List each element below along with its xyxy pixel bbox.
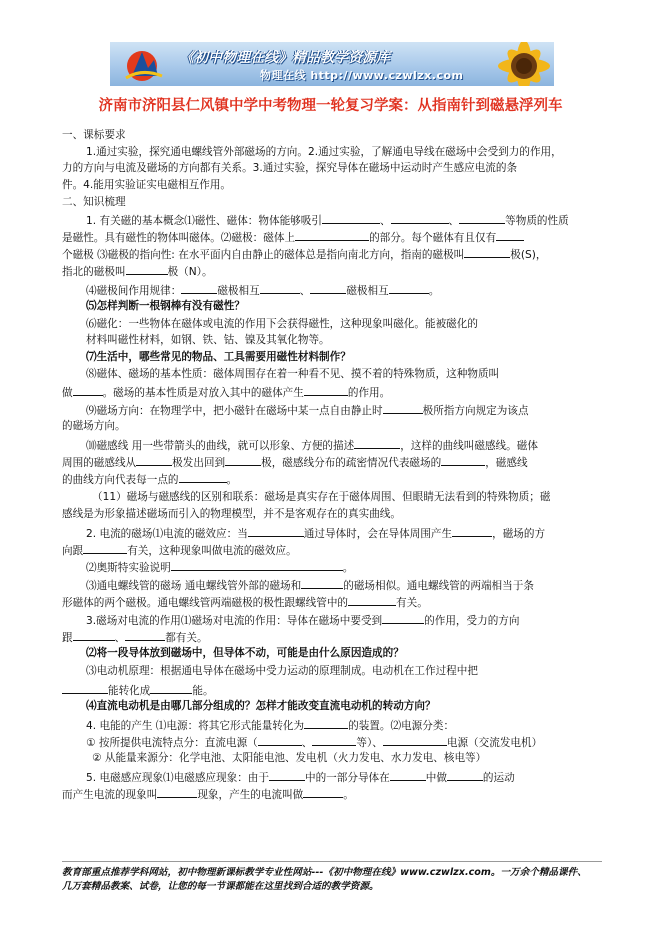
- line-text: 跟: [62, 632, 73, 644]
- line-text: 的磁场相似。通电螺线管的两端相当于条: [343, 580, 534, 592]
- answer-blank[interactable]: [260, 282, 300, 294]
- knowledge-line: [86, 769, 515, 786]
- answer-blank[interactable]: [269, 769, 305, 781]
- line-text: ，这样的曲线叫磁感线。磁体: [400, 440, 538, 452]
- standards-line-3: 件。4.能用实验证实电磁相互作用。: [62, 179, 232, 191]
- line-text: 极(S)，: [510, 249, 547, 261]
- answer-blank[interactable]: [157, 786, 197, 798]
- line-text: 指北的磁极叫: [62, 266, 126, 278]
- answer-blank[interactable]: [258, 734, 302, 746]
- answer-blank[interactable]: [83, 542, 127, 554]
- line-text: 的作用。: [347, 387, 391, 399]
- page-footer: [62, 866, 587, 894]
- knowledge-line: （11）磁场与磁感线的区别和联系：磁场是真实存在于磁体周围、但眼睛无法看到的特殊物质；磁: [92, 491, 551, 503]
- section-heading-knowledge: 二、知识梳理: [62, 196, 126, 208]
- knowledge-line: [62, 454, 528, 471]
- answer-blank[interactable]: [301, 577, 343, 589]
- line-text: 周围的磁感线从: [62, 457, 137, 469]
- answer-blank[interactable]: [391, 212, 449, 224]
- line-text: 是磁性。具有磁性的物体叫磁体。⑵磁极：磁体上: [62, 232, 296, 244]
- knowledge-line: 的曲线方向代表每一点的 。: [62, 471, 237, 488]
- line-text: 4. 电能的产生 ⑴电源：将其它形式能量转化为: [86, 720, 305, 732]
- line-text: 现象，产生的电流叫做: [197, 789, 304, 801]
- line-text: 1. 有关磁的基本概念⑴磁性、磁体：物体能够吸引: [86, 215, 322, 227]
- line-text: 2. 电流的磁场⑴电流的磁效应：当: [86, 528, 248, 540]
- line-text: ① 按所提供电流特点分：直流电源（: [86, 737, 258, 749]
- answer-blank[interactable]: [225, 454, 261, 466]
- line-text: ，磁场的方: [492, 528, 546, 540]
- answer-blank[interactable]: [181, 282, 217, 294]
- knowledge-line: 1. 有关磁的基本概念⑴磁性、磁体：物体能够吸引 、 、 等物质的性质: [86, 212, 569, 229]
- knowledge-line: [62, 594, 428, 611]
- knowledge-line: [86, 577, 534, 594]
- line-text: 极发出回到: [172, 457, 226, 469]
- answer-blank[interactable]: [383, 734, 447, 746]
- standards-line-2: 力的方向与电流及磁场的方向都有关系。3.通过实验，探究导体在磁场中运动时产生感应电流的条: [62, 162, 518, 174]
- answer-blank[interactable]: [312, 734, 356, 746]
- knowledge-line: [86, 717, 454, 734]
- knowledge-line: 跟 、 都有关。: [62, 629, 208, 646]
- answer-blank[interactable]: [73, 384, 103, 396]
- answer-blank[interactable]: [390, 769, 426, 781]
- knowledge-line: 材料叫磁性材料，如钢、铁、钴、镍及其氧化物等。: [86, 334, 330, 346]
- line-text: 个磁极 ⑶磁极的指向性: 在水平面内自由静止的磁体总是指向南北方向，指南的磁极叫: [62, 249, 465, 261]
- knowledge-line: ⑶电动机原理：根据通电导体在磁场中受力运动的原理制成。电动机在工作过程中把: [86, 665, 478, 677]
- line-text: 的运动: [482, 772, 515, 784]
- line-text: 。磁场的基本性质是对放入其中的磁体产生: [102, 387, 304, 399]
- line-text: 有关，这种现象叫做电流的磁效应。: [127, 545, 297, 557]
- knowledge-line: ⑷磁极间作用规律： 磁极相互 、 磁极相互 。: [86, 282, 439, 299]
- line-text: 磁极相互: [217, 285, 260, 297]
- line-text: 等）、: [356, 737, 383, 749]
- answer-blank[interactable]: [452, 525, 492, 537]
- answer-blank[interactable]: [382, 612, 424, 624]
- answer-blank[interactable]: [459, 212, 505, 224]
- footer-line-1: 教育部重点推荐学科网站，初中物理新课标教学专业性网站---《初中物理在线》www.czwlzx.com。一万余个精品课件、: [62, 867, 587, 878]
- line-text: 中做: [425, 772, 447, 784]
- question-line: ⑵将一段导体放到磁场中，但导体不动，可能是由什么原因造成的？: [86, 647, 404, 659]
- answer-blank[interactable]: [354, 437, 400, 449]
- line-text: 极所指方向规定为该点: [422, 405, 529, 417]
- knowledge-line: [62, 786, 354, 803]
- answer-blank[interactable]: [62, 682, 108, 694]
- line-text: 的曲线方向代表每一点的: [62, 474, 179, 486]
- knowledge-line: [86, 525, 545, 542]
- line-text: 中的一部分导体在: [304, 772, 390, 784]
- line-text: ，磁感线: [485, 457, 528, 469]
- answer-blank[interactable]: [295, 229, 369, 241]
- knowledge-line: [62, 542, 297, 559]
- line-text: 做: [62, 387, 73, 399]
- line-text: 的作用，受力的方向: [424, 615, 520, 627]
- answer-blank[interactable]: [322, 212, 380, 224]
- knowledge-line: ⑵奥斯特实验说明 。: [86, 559, 353, 576]
- answer-blank[interactable]: [303, 786, 343, 798]
- section-heading-standards: 一、课标要求: [62, 129, 126, 141]
- knowledge-line: [62, 682, 214, 699]
- answer-blank[interactable]: [126, 263, 168, 275]
- line-text: ⑽磁感线 用一些带箭头的曲线，就可以形象、方便的描述: [86, 440, 355, 452]
- knowledge-line: [86, 612, 519, 629]
- answer-blank[interactable]: [136, 454, 172, 466]
- knowledge-line: [86, 402, 529, 419]
- answer-blank[interactable]: [125, 629, 165, 641]
- line-text: 有关。: [396, 597, 428, 609]
- line-text: 向跟: [62, 545, 84, 557]
- site-logo-icon: [118, 46, 166, 82]
- line-text: ⑶通电螺线管的磁场 通电螺线管外部的磁场和: [86, 580, 302, 592]
- answer-blank[interactable]: [248, 525, 304, 537]
- answer-blank[interactable]: [447, 769, 483, 781]
- answer-blank[interactable]: [464, 246, 510, 258]
- line-text: 而产生电流的现象叫: [62, 789, 158, 801]
- line-text: ⑵奥斯特实验说明: [86, 562, 171, 574]
- line-text: 通过导体时，会在导体周围产生: [303, 528, 453, 540]
- answer-blank[interactable]: [73, 629, 115, 641]
- answer-blank[interactable]: [171, 559, 343, 571]
- line-text: ⑼磁场方向：在物理学中，把小磁针在磁场中某一点自由静止时: [86, 405, 383, 417]
- answer-blank[interactable]: [383, 402, 423, 414]
- banner-url[interactable]: 物理在线 http://www.czwlzx.com: [260, 69, 464, 82]
- knowledge-line: ① 按所提供电流特点分：直流电源（ 、 等）、 电源（交流发电机）: [86, 734, 542, 751]
- answer-blank[interactable]: [348, 594, 396, 606]
- line-text: 的部分。每个磁体有且仅有: [369, 232, 497, 244]
- line-text: 极（N）。: [167, 266, 213, 278]
- standards-line-1: 1.通过实验，探究通电螺线管外部磁场的方向。2.通过实验，了解通电导线在磁场中会受到力的作用，: [86, 146, 562, 158]
- line-text: 磁极相互: [346, 285, 389, 297]
- knowledge-line: [62, 246, 546, 263]
- footer-divider: [62, 861, 602, 862]
- knowledge-line: [86, 437, 538, 454]
- answer-blank[interactable]: [441, 454, 485, 466]
- line-text: 3.磁场对电流的作用⑴磁场对电流的作用：导体在磁场中要受到: [86, 615, 383, 627]
- knowledge-line: [62, 263, 213, 280]
- line-text: 极，磁感线分布的疏密情况代表磁场的: [261, 457, 442, 469]
- line-text: 5. 电磁感应现象⑴电磁感应现象：由于: [86, 772, 269, 784]
- line-text: 的装置。⑵电源分类：: [348, 720, 455, 732]
- knowledge-line: [62, 384, 390, 401]
- answer-blank[interactable]: [304, 384, 348, 396]
- answer-blank[interactable]: [150, 682, 192, 694]
- knowledge-line: [62, 229, 524, 246]
- question-line: ⑸怎样判断一根钢棒有没有磁性？: [86, 300, 245, 312]
- line-text: 。: [343, 789, 354, 801]
- footer-line-2: 几万套精品教案、试卷，让您的每一节课都能在这里找到合适的教学资源。: [62, 881, 379, 892]
- answer-blank[interactable]: [496, 229, 524, 241]
- answer-blank[interactable]: [310, 282, 346, 294]
- banner-slogan: 《初中物理在线》精品教学资源库: [180, 50, 390, 66]
- knowledge-line: 感线是为形象描述磁场而引入的物理模型，并不是客观存在的真实曲线。: [62, 508, 401, 520]
- line-text: 形磁体的两个磁极。通电螺线管两端磁极的极性跟螺线管中的: [62, 597, 349, 609]
- line-text: 都有关。: [165, 632, 208, 644]
- line-text: 电源（交流发电机）: [446, 737, 543, 749]
- knowledge-line: ② 从能量来源分：化学电池、太阳能电池、发电机（火力发电、水力发电、核电等）: [92, 752, 487, 764]
- line-text: 能。: [192, 685, 214, 697]
- line-text: 能转化成: [108, 685, 151, 697]
- knowledge-line: ⑹磁化：一些物体在磁体或电流的作用下会获得磁性，这种现象叫磁化。能被磁化的: [86, 318, 478, 330]
- knowledge-line: ⑻磁体、磁场的基本性质：磁体周围存在着一种看不见、摸不着的特殊物质，这种物质叫: [86, 368, 500, 380]
- line-text: 等物质的性质: [505, 215, 569, 227]
- page-title: 济南市济阳县仁风镇中学中考物理一轮复习学案：从指南针到磁悬浮列车: [98, 98, 563, 114]
- sunflower-icon: [474, 42, 554, 86]
- knowledge-line: 的磁场方向。: [62, 420, 126, 432]
- question-line: ⑷直流电动机是由哪几部分组成的？怎样才能改变直流电动机的转动方向？: [86, 700, 436, 712]
- answer-blank[interactable]: [389, 282, 429, 294]
- header-banner: [110, 42, 554, 86]
- question-line: ⑺生活中，哪些常见的物品、工具需要用磁性材料制作？: [86, 351, 351, 363]
- line-text: ⑷磁极间作用规律：: [86, 285, 182, 297]
- answer-blank[interactable]: [304, 717, 348, 729]
- answer-blank[interactable]: [179, 471, 227, 483]
